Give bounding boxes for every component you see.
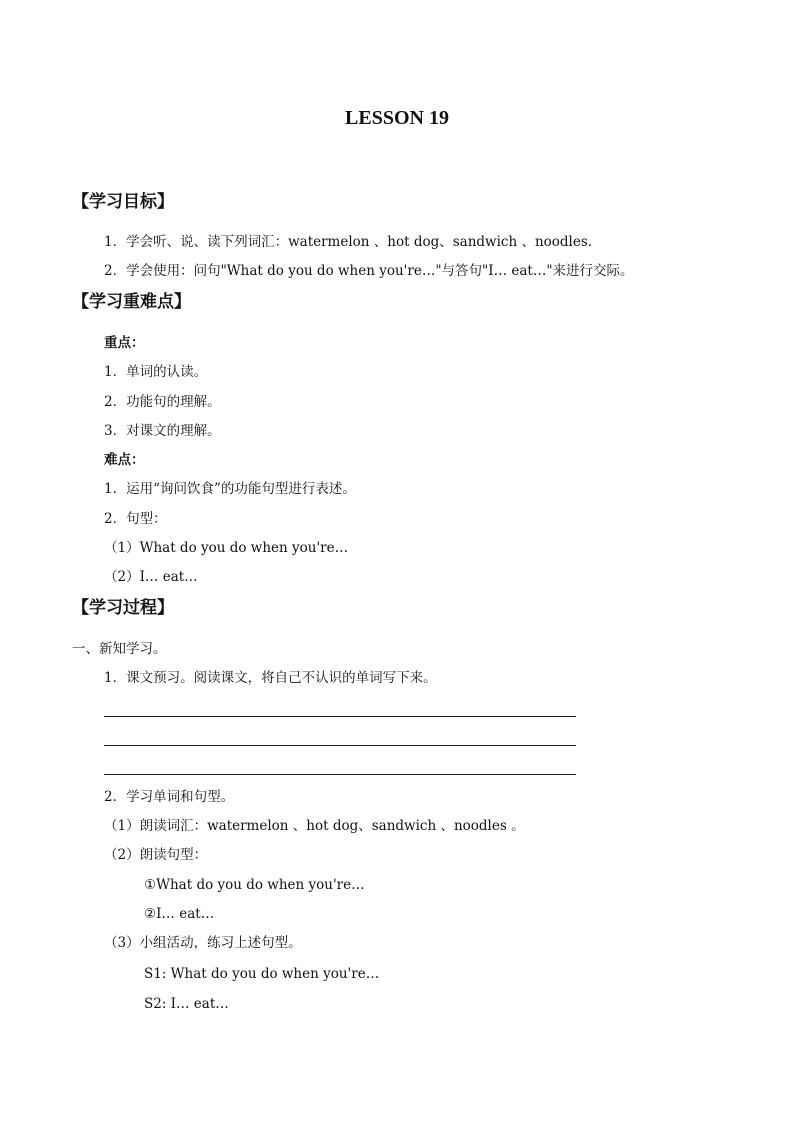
lesson-title: LESSON 19 [345, 107, 449, 129]
pattern-item: （2）I… eat… [104, 569, 198, 585]
section-heading-keypoints: 【学习重难点】 [72, 292, 191, 312]
goal-item: 2．学会使用：问句"What do you do when you're…"与答句"I… eat…"来进行交际。 [104, 263, 634, 279]
sentence-pattern: ①What do you do when you're… [144, 877, 365, 893]
process-substep: （1）朗读词汇：watermelon 、hot dog、sandwich 、noodles 。 [104, 818, 525, 834]
process-step: 2．学习单词和句型。 [104, 789, 235, 805]
key-item: 2．功能句的理解。 [104, 394, 221, 410]
key-item: 3．对课文的理解。 [104, 423, 221, 439]
pattern-item: （1）What do you do when you're… [104, 540, 349, 556]
writing-line [104, 716, 576, 717]
key-label: 重点： [104, 335, 145, 351]
section-heading-goals: 【学习目标】 [72, 192, 174, 212]
process-substep: （2）朗读句型： [104, 847, 208, 863]
goal-item: 1．学会听、说、读下列词汇：watermelon 、hot dog、sandwich 、noodles. [104, 234, 593, 250]
difficult-item: 2．句型： [104, 511, 167, 527]
process-step: 1．课文预习。阅读课文，将自己不认识的单词写下来。 [104, 670, 437, 686]
writing-line [104, 774, 576, 775]
process-substep: （3）小组活动，练习上述句型。 [104, 935, 302, 951]
section-heading-process: 【学习过程】 [72, 598, 174, 618]
dialogue-line: S1: What do you do when you're… [144, 966, 380, 982]
dialogue-line: S2: I… eat… [144, 996, 229, 1012]
difficult-item: 1．运用“询问饮食”的功能句型进行表述。 [104, 481, 356, 497]
difficult-label: 难点： [104, 452, 145, 468]
sentence-pattern: ②I… eat… [144, 906, 215, 922]
writing-line [104, 745, 576, 746]
key-item: 1．单词的认读。 [104, 364, 208, 380]
process-part-heading: 一、新知学习。 [72, 641, 167, 657]
